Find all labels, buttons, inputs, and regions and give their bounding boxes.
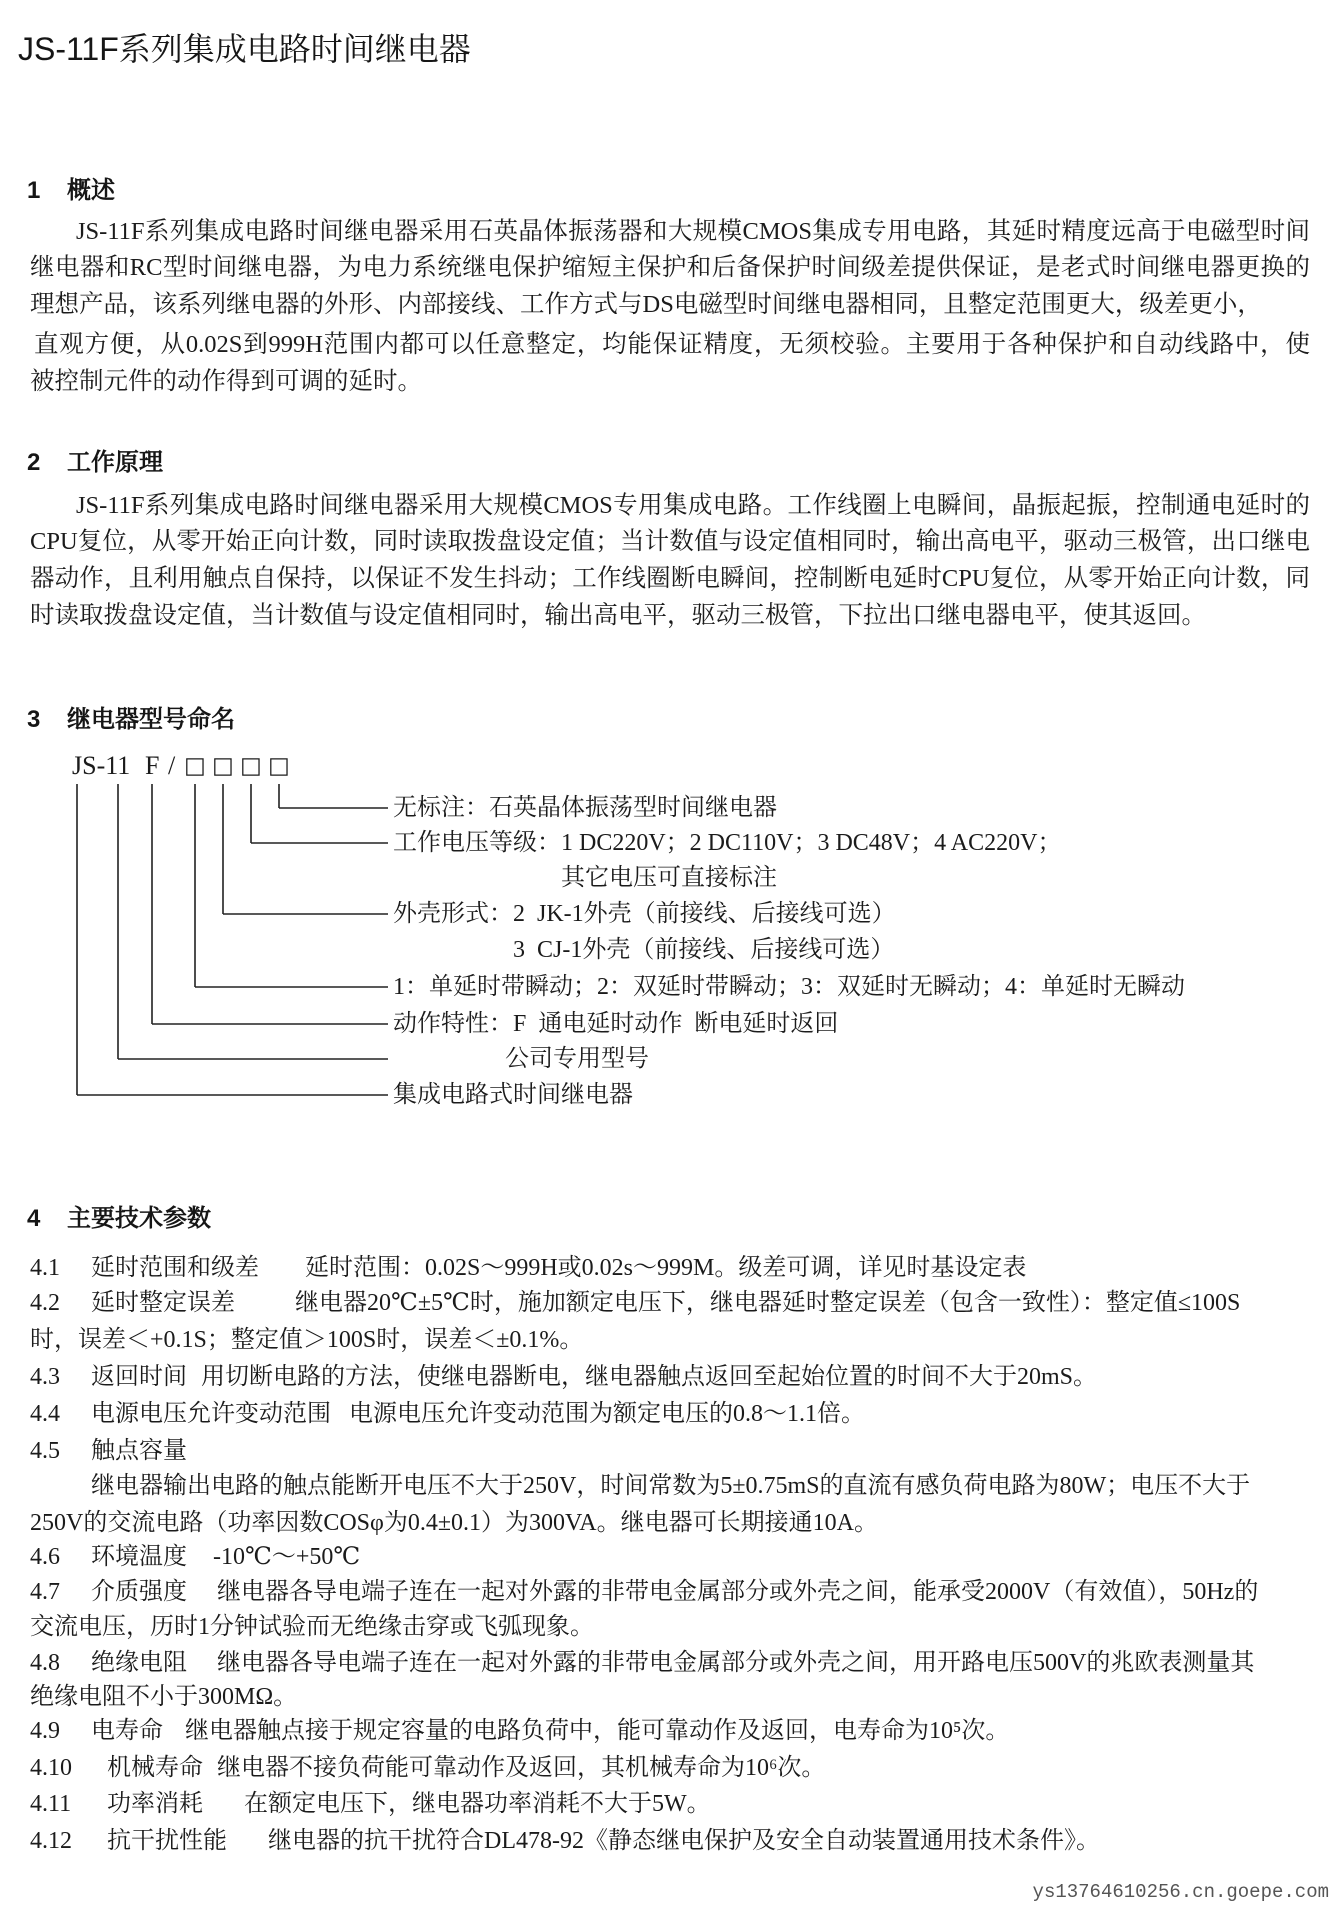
section-heading-principle [0, 448, 900, 478]
spec-title: 返回时间 [91, 1364, 187, 1390]
model-code-box-3: □ [240, 753, 262, 779]
spec-text: 继电器不接负荷能可靠动作及返回，其机械寿命为10⁶次。 [217, 1755, 826, 1781]
spec-continuation: 250V的交流电路（功率因数COSφ为0.4±0.1）为300VA。继电器可长期接通10A。 [30, 1510, 878, 1536]
spec-text: 继电器的抗干扰符合DL478-92《静态继电保护及安全自动装置通用技术条件》。 [268, 1828, 1100, 1854]
spec-item-4-9 [30, 1716, 1009, 1746]
model-code-box-4: □ [268, 753, 290, 779]
section-number: 3 [27, 706, 41, 733]
spec-text: 继电器各导电端子连在一起对外露的非带电金属部分或外壳之间，用开路电压500V的兆欧表测量其 [217, 1650, 1255, 1676]
section-number: 4 [27, 1205, 41, 1232]
spec-number: 4.2 [30, 1290, 60, 1316]
section-title: 继电器型号命名 [67, 706, 235, 733]
overview-line: 继电器和RC型时间继电器，为电力系统继电保护缩短主保护和后备保护时间级差提供保证，是老式时间继电器更换的 [30, 254, 1310, 281]
model-code-slash: / [168, 751, 176, 780]
spec-number: 4.10 [30, 1755, 72, 1781]
spec-title: 延时范围和级差 [91, 1255, 259, 1281]
document-title: JS-11F系列集成电路时间继电器 [18, 31, 471, 67]
principle-line: JS-11F系列集成电路时间继电器采用大规模CMOS专用集成电路。工作线圈上电瞬间，晶振起振，控制通电延时的 [76, 492, 1310, 519]
spec-title: 电源电压允许变动范围 [91, 1401, 331, 1427]
spec-number: 4.4 [30, 1401, 60, 1427]
spec-item-4-12 [30, 1826, 1100, 1856]
spec-number: 4.6 [30, 1544, 60, 1570]
spec-title: 触点容量 [91, 1438, 187, 1464]
spec-title: 电寿命 [91, 1718, 163, 1744]
naming-label-series: 集成电路式时间继电器 [393, 1082, 633, 1108]
spec-continuation: 时，误差＜+0.1S；整定值＞100S时，误差＜±0.1%。 [30, 1327, 584, 1353]
section-heading-specs [0, 1204, 900, 1234]
spec-text: 继电器20℃±5℃时，施加额定电压下，继电器延时整定误差（包含一致性）：整定值≤100S [295, 1290, 1241, 1316]
spec-number: 4.1 [30, 1255, 60, 1281]
naming-label-company-model: 公司专用型号 [505, 1046, 649, 1072]
section-title: 主要技术参数 [67, 1205, 211, 1232]
section-number: 1 [27, 177, 41, 204]
section-heading-overview [0, 176, 900, 206]
spec-item-4-2 [30, 1288, 1240, 1318]
naming-label-housing: 外壳形式：2 JK-1外壳（前接线、后接线可选） [393, 901, 896, 927]
model-code-series: JS-11 [72, 751, 131, 780]
model-code-type: F [145, 751, 160, 780]
spec-text: 在额定电压下，继电器功率消耗不大于5W。 [244, 1791, 711, 1817]
model-code-box-1: □ [184, 753, 206, 779]
spec-number: 4.5 [30, 1438, 60, 1464]
principle-line: 时读取拨盘设定值，当计数值与设定值相同时，输出高电平，驱动三极管，下拉出口继电器电平，使其返回。 [30, 602, 1206, 629]
overview-line: 被控制元件的动作得到可调的延时。 [30, 368, 422, 395]
section-number: 2 [27, 449, 41, 476]
spec-item-4-1 [30, 1253, 1026, 1283]
section-heading-naming [0, 705, 900, 735]
model-naming-diagram [0, 740, 400, 1110]
spec-continuation: 交流电压，历时1分钟试验而无绝缘击穿或飞弧现象。 [30, 1614, 594, 1640]
spec-title: 抗干扰性能 [107, 1828, 227, 1854]
spec-text: 用切断电路的方法，使继电器断电，继电器触点返回至起始位置的时间不大于20mS。 [201, 1364, 1098, 1390]
spec-text: 继电器各导电端子连在一起对外露的非带电金属部分或外壳之间，能承受2000V（有效值），50Hz的 [217, 1579, 1259, 1605]
model-code-box-2: □ [212, 753, 234, 779]
spec-number: 4.8 [30, 1650, 60, 1676]
spec-item-4-7 [30, 1577, 1258, 1607]
spec-title: 功率消耗 [107, 1791, 203, 1817]
spec-number: 4.3 [30, 1364, 60, 1390]
spec-title: 延时整定误差 [91, 1290, 235, 1316]
spec-number: 4.12 [30, 1828, 72, 1854]
source-watermark: ys13764610256.cn.goepe.com [1032, 1881, 1329, 1903]
spec-item-4-5 [30, 1436, 187, 1466]
principle-line: CPU复位，从零开始正向计数，同时读取拨盘设定值；当计数值与设定值相同时，输出高电平，驱动三极管，出口继电 [30, 528, 1310, 555]
spec-title: 环境温度 [91, 1544, 187, 1570]
naming-label-voltage-note: 其它电压可直接标注 [561, 865, 777, 891]
spec-number: 4.11 [30, 1791, 72, 1817]
overview-line: 理想产品，该系列继电器的外形、内部接线、工作方式与DS电磁型时间继电器相同，且整定范围更大，级差更小， [30, 291, 1262, 318]
spec-text: 电源电压允许变动范围为额定电压的0.8～1.1倍。 [349, 1401, 865, 1427]
spec-item-4-11 [30, 1789, 711, 1819]
spec-title: 介质强度 [91, 1579, 187, 1605]
spec-text: 继电器触点接于规定容量的电路负荷中，能可靠动作及返回，电寿命为10⁵次。 [185, 1718, 1010, 1744]
overview-line: JS-11F系列集成电路时间继电器采用石英晶体振荡器和大规模CMOS集成专用电路，其延时精度远高于电磁型时间 [76, 218, 1310, 245]
section-title: 工作原理 [67, 449, 163, 476]
spec-item-4-8 [30, 1648, 1254, 1678]
spec-item-4-10 [30, 1753, 825, 1783]
spec-text: 延时范围：0.02S～999H或0.02s～999M。级差可调，详见时基设定表 [305, 1255, 1027, 1281]
spec-title: 绝缘电阻 [91, 1650, 187, 1676]
spec-title: 机械寿命 [107, 1755, 203, 1781]
naming-label-voltage: 工作电压等级：1 DC220V；2 DC110V；3 DC48V；4 AC220V； [393, 830, 1062, 856]
spec-text: -10℃～+50℃ [213, 1544, 361, 1570]
spec-number: 4.9 [30, 1718, 60, 1744]
spec-continuation: 继电器输出电路的触点能断开电压不大于250V，时间常数为5±0.75mS的直流有感负荷电路为80W；电压不大于 [91, 1473, 1251, 1499]
overview-line: 直观方便，从0.02S到999H范围内都可以任意整定，均能保证精度，无须校验。主要用于各种保护和自动线路中，使 [34, 331, 1310, 358]
naming-label-housing-alt: 3 CJ-1外壳（前接线、后接线可选） [513, 937, 895, 963]
naming-label-delay-type: 1：单延时带瞬动；2：双延时带瞬动；3：双延时无瞬动；4：单延时无瞬动 [393, 974, 1185, 1000]
section-title: 概述 [67, 177, 115, 204]
principle-line: 器动作，且利用触点自保持，以保证不发生抖动；工作线圈断电瞬间，控制断电延时CPU复位，从零开始正向计数，同 [30, 565, 1310, 592]
spec-item-4-4 [30, 1399, 865, 1429]
naming-label-action: 动作特性：F 通电延时动作 断电延时返回 [393, 1011, 839, 1037]
spec-number: 4.7 [30, 1579, 60, 1605]
naming-label-nomark: 无标注：石英晶体振荡型时间继电器 [393, 795, 777, 821]
spec-continuation: 绝缘电阻不小于300MΩ。 [30, 1684, 298, 1710]
spec-item-4-3 [30, 1362, 1097, 1392]
spec-item-4-6 [30, 1542, 360, 1572]
